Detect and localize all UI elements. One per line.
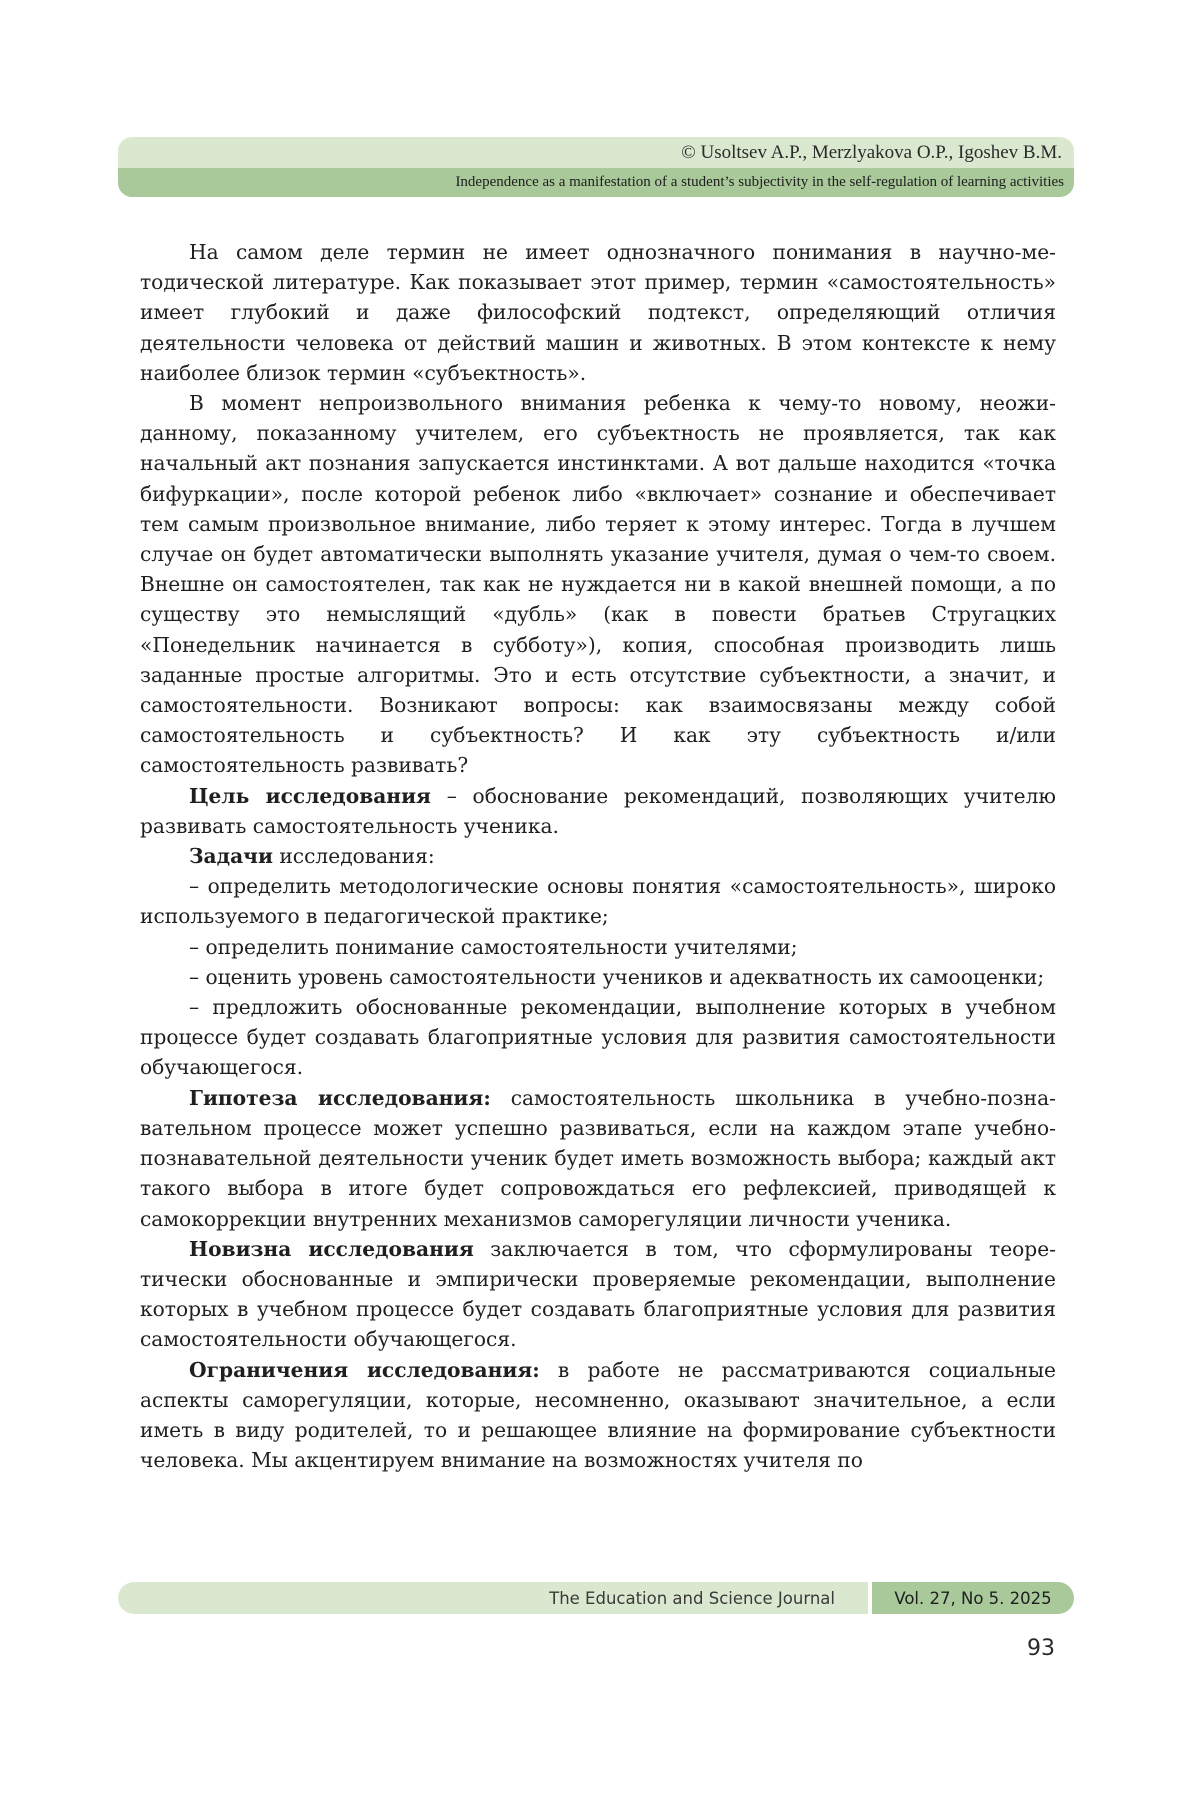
running-header [118, 137, 1074, 197]
paragraph-tasks [140, 841, 1056, 871]
article-body [140, 237, 1056, 1475]
paragraph-limitations [140, 1355, 1056, 1476]
running-footer [118, 1582, 1074, 1614]
tasks-label: Задачи [189, 844, 273, 869]
goal-label: Цель исследования [189, 783, 431, 808]
paragraph-novelty [140, 1234, 1056, 1355]
paragraph-hypothesis [140, 1083, 1056, 1234]
novelty-text: заключается в том, что сформулированы теоретически обоснованные и эмпирически проверяемые рекомендации, выполнение которых в учебном процессе будет создавать благоприятные условия для развития самостоятельности обучающегося. [140, 1236, 1056, 1352]
paragraph-bifurcation: В момент непроизвольного внимания ребенка к чему-то новому, неожиданному, показанному учителем, его субъектность не проявляется, так как начальный акт познания запускается инстинктами. А вот дальше находится «точка бифуркации», после которой ребенок либо «включает» сознание и обеспечивает тем самым произвольное внимание, либо теряет к этому интерес. Тогда в лучшем случае он будет автоматически выполнять указание учителя, думая о чем-то своем. Внешне он самостоятелен, так как не нуждается ни в какой внешней помощи, а по существу это немыслящий «дубль» (как в повести братьев Стругацких «Понедельник начинается в субботу»), копия, способная производить лишь заданные простые алгоритмы. Это и есть отсутствие субъектности, а значит, и самостоятельности. Возникают вопросы: как взаимосвязаны между собой самостоятельность и субъектность? И как эту субъектность и/или самостоятельность развивать? [140, 391, 1056, 778]
paragraph-intro: На самом деле термин не имеет однозначного понимания в научно-методической литературе. Как показывает этот пример, термин «самостоятельность» имеет глубокий и даже философский подтекст, определяющий отличия деятельности человека от действий машин и животных. В этом контексте к нему наиболее близок термин «субъектность». [140, 240, 1056, 385]
task-item-4: – предложить обоснованные рекомендации, выполнение которых в учебном процессе будет создавать благоприятные условия для развития самостоятельности обучающегося. [140, 995, 1056, 1080]
goal-text: – обоснование рекомендаций, позволяющих учителю развивать самостоятельность ученика. [140, 783, 1056, 838]
tasks-text: исследования: [272, 844, 435, 869]
task-item-2: – определить понимание самостоятельности учителями; [189, 934, 798, 959]
novelty-label: Новизна исследования [189, 1236, 474, 1261]
footer-volume: Vol. 27, No 5. 2025 [872, 1582, 1074, 1614]
limitations-label: Ограничения исследования: [189, 1357, 540, 1382]
header-article-title: Independence as a manifestation of a student’s subjectivity in the self-regulation of learning activities [118, 168, 1074, 197]
hypothesis-text: самостоятельность школьника в учебно-познавательном процессе может успешно развиваться, если на каждом этапе учебно-познавательной деятельности ученик будет иметь возможность выбора; каждый акт такого выбора в итоге будет сопровождаться его рефлексией, приводящей к самокоррекции внутренних механизмов саморегуляции личности ученика. [140, 1085, 1056, 1231]
footer-journal-name: The Education and Science Journal [118, 1582, 868, 1614]
header-authors: © Usoltsev A.P., Merzlyakova O.P., Igoshev B.M. [118, 137, 1074, 168]
task-item-3: – оценить уровень самостоятельности учеников и адекватность их самооценки; [189, 964, 1045, 989]
task-item-1: – определить методологические основы понятия «самостоятельность», широко используемого в педагогической практике; [140, 874, 1056, 929]
paragraph-goal [140, 781, 1056, 841]
hypothesis-label: Гипотеза исследования: [189, 1085, 491, 1110]
page-number: 93 [1027, 1636, 1055, 1661]
limitations-text: в работе не рассматриваются социальные аспекты саморегуляции, которые, несомненно, оказывают значительное, а если иметь в виду родителей, то и решающее влияние на формирование субъектности человека. Мы акцентируем внимание на возможностях учителя по [140, 1357, 1056, 1473]
